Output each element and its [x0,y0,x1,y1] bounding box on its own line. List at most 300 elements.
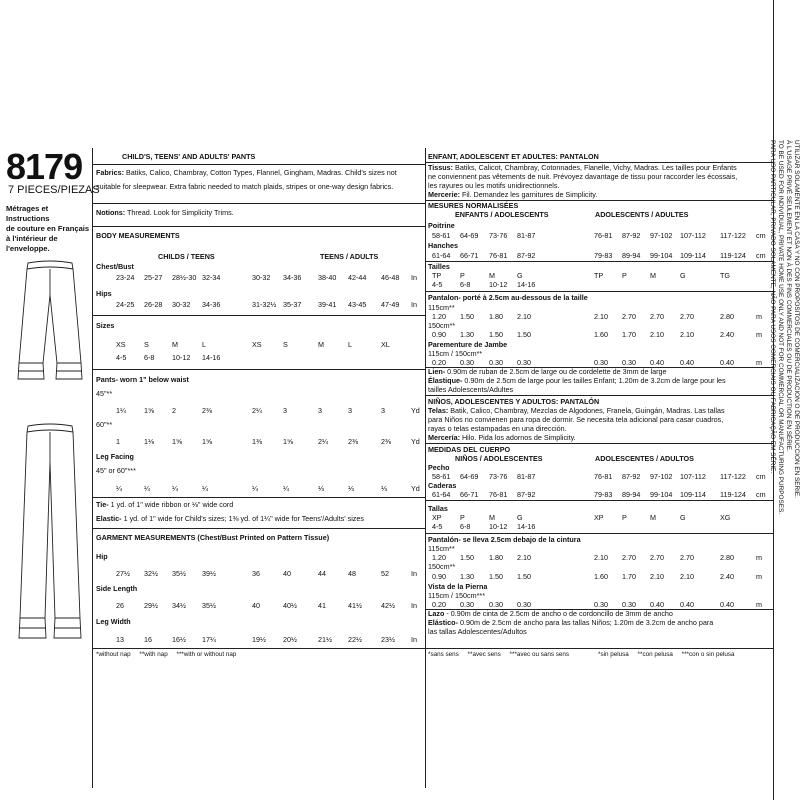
table-cell: 36 [252,569,260,578]
telas-line-2: para Niños no convienen para ropa de dormir. Se necesita tela adicional para casar cuadros, [428,415,724,424]
table-cell: 0.90 [432,572,446,581]
table-cell: 99-104 [650,251,673,260]
table-cell: 6-8 [460,522,471,531]
rule [425,500,773,501]
table-cell: 44 [318,569,326,578]
table-cell: P [460,513,465,522]
table-cell: S [283,340,288,349]
table-cell: M [172,340,178,349]
table-cell: 24-25 [116,300,135,309]
pecho-label: Pecho [428,463,450,472]
notions-line: Notions: Thread. Look for Simplicity Trims. [96,208,234,217]
table-cell: 89-94 [622,490,641,499]
table-cell: 48 [348,569,356,578]
table-cell: 117-122 [720,231,746,240]
fabrics-line-2: suitable for sleepwear. Extra fabric needed to match plaids, stripes or one-way design fabrics. [96,182,394,191]
french-title: ENFANT, ADOLESCENT ET ADULTES: PANTALON [428,152,599,161]
table-cell: 42½ [381,601,395,610]
rule [425,533,773,534]
table-cell: 1.50 [489,330,503,339]
table-cell: 17¼ [202,635,216,644]
table-cell: 1.50 [517,330,531,339]
table-cell: P [622,513,627,522]
ninos-ado-heading: NIÑOS / ADOLESCENTES [455,454,543,463]
table-cell: 16½ [172,635,186,644]
table-cell: 34-36 [283,273,302,282]
table-cell: 1⅝ [283,437,293,446]
garment-measurements-heading: GARMENT MEASUREMENTS (Chest/Bust Printed on Pattern Tissue) [96,533,330,542]
table-cell: 2⅜ [381,437,391,446]
table-cell: 2.70 [622,553,636,562]
english-footnote: *without nap **with nap ***with or without nap [96,651,237,658]
lazo-line: Lazo - 0.90m de cinta de 2.5cm de ancho o de cordoncillo de 3mm de ancho [428,609,673,618]
table-cell: 29½ [144,601,158,610]
table-cell: In [411,273,417,282]
table-cell: 66-71 [460,490,479,499]
leg-facing-label: Leg Facing [96,452,134,461]
table-cell: 119-124 [720,251,746,260]
table-cell: M [650,271,656,280]
table-cell: 2.10 [680,572,694,581]
rule [92,226,425,227]
table-cell: 107-112 [680,231,706,240]
table-cell: 66-71 [460,251,479,260]
table-cell: 81-87 [517,231,536,240]
table-cell: 87-92 [622,472,641,481]
table-cell: 35½ [172,569,186,578]
side-length-label: Side Length [96,584,138,593]
table-cell: 76-81 [594,231,613,240]
table-cell: 3 [348,406,352,415]
french-note: Métrages et Instructions de couture en Français à l'intérieur de l'enveloppe. [6,204,90,253]
table-cell: 23-24 [116,273,135,282]
table-cell: 1.70 [622,330,636,339]
table-cell: 6-8 [144,353,155,362]
table-cell: P [622,271,627,280]
table-cell: 21½ [318,635,332,644]
mercerie-line: Mercerie: Fil. Demandez les garnitures de Simplicity. [428,190,598,199]
table-cell: TP [432,271,442,280]
table-cell: 10-12 [172,353,191,362]
table-cell: 2⅜ [348,437,358,446]
table-cell: m [756,312,762,321]
rule [92,164,425,165]
table-cell: 109-114 [680,251,706,260]
table-cell: m [756,330,762,339]
table-cell: 0.40 [680,600,694,609]
table-cell: 61-64 [432,251,451,260]
table-cell: 1.20 [432,553,446,562]
table-cell: 0.30 [460,600,474,609]
vista-label: Vista de la Pierna [428,582,488,591]
rule [425,443,773,444]
table-cell: XP [432,513,442,522]
table-cell: m [756,358,762,367]
table-cell: ⅓ [348,484,354,493]
telas-line-3: rayas o telas estampadas en una dirección. [428,424,567,433]
table-cell: 38-40 [318,273,337,282]
rule [92,369,425,370]
table-cell: 1⅝ [172,437,182,446]
table-cell: 28½-30 [172,273,197,282]
table-cell: 40½ [283,601,297,610]
table-cell: 1.50 [517,572,531,581]
table-cell: 1.50 [460,312,474,321]
table-cell: 1⅝ [144,406,154,415]
parementure-label: Parementure de Jambe [428,340,508,349]
table-cell: 99-104 [650,490,673,499]
table-cell: ¼ [116,484,122,493]
hip-label: Hip [96,552,108,561]
table-cell: ¼ [144,484,150,493]
table-cell: 81-87 [517,472,536,481]
table-cell: 14-16 [517,522,536,531]
table-cell: 2.40 [720,572,734,581]
table-cell: 4-5 [432,522,443,531]
table-cell: 1.70 [622,572,636,581]
table-cell: 2.40 [720,330,734,339]
table-cell: 10-12 [489,280,508,289]
english-title: CHILD'S, TEENS' AND ADULTS' PANTS [122,152,256,161]
elastico-line-2: las tallas Adolescentes/Adultos [428,627,527,636]
table-cell: 0.90 [432,330,446,339]
table-cell: XS [252,340,262,349]
table-cell: 0.20 [432,600,446,609]
table-cell: 0.30 [594,358,608,367]
table-cell: 1.50 [460,553,474,562]
table-cell: M [489,513,495,522]
table-cell: 0.30 [594,600,608,609]
table-cell: 1 [116,437,120,446]
fr-115-label: 115cm** [428,303,455,312]
table-cell: Yd [411,406,420,415]
usage-notice-pt: PARA USO PARTICULAR, PRIVADO SOLAMENTE, NÃO PARA USOS COMERCIAIS OU FABRICAÇÃO EM SÉRIE. [769,140,776,474]
table-cell: 97-102 [650,231,673,240]
hanches-label: Hanches [428,241,458,250]
table-cell: 41½ [348,601,362,610]
es-150-label: 150cm** [428,562,456,571]
french-footnote: *sans sens **avec sens ***avec ou sans sens [428,651,570,658]
rule [92,497,425,498]
table-cell: 4-5 [432,280,443,289]
table-cell: In [411,635,417,644]
table-cell: m [756,600,762,609]
table-cell: m [756,572,762,581]
tissus-line-3: les rayures ou les motifs unidirectionnels. [428,181,560,190]
table-cell: 1.20 [432,312,446,321]
fr-150-label: 150cm** [428,321,456,330]
elastique-line-1: Élastique- 0.90m de 2.5cm de large pour les tailles Enfant; 1.20m de 3.2cm de large pour les [428,376,726,385]
table-cell: 119-124 [720,490,746,499]
chest-bust-label: Chest/Bust [96,262,134,271]
merceria-line: Mercería: Hilo. Pida los adornos de Simplicity. [428,433,576,442]
table-cell: 2.10 [680,330,694,339]
width-60-label: 60"** [96,420,113,429]
table-cell: 43-45 [348,300,367,309]
table-cell: 1.80 [489,312,503,321]
table-cell: ¼ [252,484,258,493]
table-cell: P [460,271,465,280]
table-cell: 30-32 [252,273,271,282]
table-cell: 2.70 [680,553,694,562]
table-cell: 26 [116,601,124,610]
table-cell: 0.30 [517,600,531,609]
table-cell: 1.50 [489,572,503,581]
width-45-label: 45"** [96,389,113,398]
table-cell: 2¼ [252,406,262,415]
rule [92,648,425,649]
fabrics-line-1: Fabrics: Batiks, Calico, Chambray, Cotton Types, Flannel, Gingham, Madras. Child's sizes not [96,168,397,177]
table-cell: 31-32½ [252,300,277,309]
table-cell: 2.70 [650,553,664,562]
table-cell: 32½ [144,569,158,578]
table-cell: 34-36 [202,300,221,309]
table-cell: 27½ [116,569,130,578]
tie-line: Tie- 1 yd. of 1" wide ribbon or ⅛" wide cord [96,500,234,509]
table-cell: 4-5 [116,353,127,362]
table-cell: 97-102 [650,472,673,481]
table-cell: 1⅝ [202,437,212,446]
table-cell: 2.70 [680,312,694,321]
table-cell: 0.40 [720,358,734,367]
fr-115-150-label: 115cm / 150cm** [428,349,483,358]
teens-adults-heading: TEENS / ADULTS [320,252,379,261]
table-cell: 20½ [283,635,297,644]
telas-line-1: Telas: Batik, Calico, Chambray, Mezclas de Algodones, Franela, Guingán, Madras. Las tallas [428,406,725,415]
table-cell: ⅓ [318,484,324,493]
usage-notice-fr: À L'USAGE PRIVÉ SEULEMENT ET NON À DES FINS COMMERCIALES OU DE PRODUCTION EN SÉRIE. [785,140,792,452]
table-cell: 0.40 [720,600,734,609]
width-45-60-label: 45" or 60"*** [96,466,136,475]
table-cell: 40 [283,569,291,578]
table-cell: 47-49 [381,300,400,309]
table-cell: 10-12 [489,522,508,531]
table-cell: 6-8 [460,280,471,289]
table-cell: G [517,271,523,280]
table-cell: m [756,553,762,562]
table-cell: 1.30 [460,330,474,339]
table-cell: In [411,569,417,578]
table-cell: 0.40 [650,358,664,367]
table-cell: 0.30 [622,600,636,609]
table-cell: 14-16 [517,280,536,289]
table-cell: 46-48 [381,273,400,282]
table-cell: ¼ [283,484,289,493]
elastico-line-1: Elástico- 0.90m de 2.5cm de ancho para las tallas Niños; 1.20m de 3.2cm de ancho para [428,618,714,627]
table-cell: 76-81 [594,472,613,481]
tailles-label: Tailles [428,262,450,271]
leg-width-label: Leg Width [96,617,131,626]
table-cell: XL [381,340,390,349]
es-115-label: 115cm** [428,544,455,553]
table-cell: 39½ [202,569,216,578]
elastic-line: Elastic- 1 yd. of 1" wide for Child's sizes; 1⅜ yd. of 1¼" wide for Teens'/Adults' sizes [96,514,364,523]
shorts-pants-drawing [15,255,85,425]
poitrine-label: Poitrine [428,221,455,230]
table-cell: XG [720,513,731,522]
table-cell: 42-44 [348,273,367,282]
childs-teens-heading: CHILDS / TEENS [158,252,215,261]
pieces-label: 7 PIECES/PIEZAS [8,184,100,196]
table-cell: 19½ [252,635,266,644]
table-cell: TG [720,271,730,280]
table-cell: 1.60 [594,330,608,339]
table-cell: 3 [283,406,287,415]
lien-line: Lien- 0.90m de ruban de 2.5cm de large ou de cordelette de 3mm de large [428,367,667,376]
table-cell: M [318,340,324,349]
rule [92,528,425,529]
table-cell: 2.10 [650,572,664,581]
caderas-label: Caderas [428,481,457,490]
table-cell: 64-69 [460,231,479,240]
table-cell: 109-114 [680,490,706,499]
table-cell: 2.70 [650,312,664,321]
rule [425,261,773,262]
table-cell: 79-83 [594,490,613,499]
table-cell: 58-61 [432,231,451,240]
body-measurements-heading: BODY MEASUREMENTS [96,231,180,240]
table-cell: M [489,271,495,280]
table-cell: 73-76 [489,472,508,481]
enfants-ado-heading: ENFANTS / ADOLESCENTS [455,210,549,219]
table-cell: 0.30 [460,358,474,367]
table-cell: 0.30 [622,358,636,367]
table-cell: 26-28 [144,300,163,309]
table-cell: cm [756,472,766,481]
table-cell: 3 [318,406,322,415]
rule [425,648,773,649]
long-pants-drawing [15,418,85,648]
table-cell: In [411,300,417,309]
table-cell: 87-92 [622,231,641,240]
table-cell: 76-81 [489,490,508,499]
table-cell: 30-32 [172,300,191,309]
table-cell: 1.30 [460,572,474,581]
table-cell: 14-16 [202,353,221,362]
table-cell: 2 [172,406,176,415]
rule [92,203,425,204]
divider-left [92,148,93,788]
table-cell: 64-69 [460,472,479,481]
table-cell: ¼ [172,484,178,493]
usage-notice-en: TO BE USED FOR INDIVIDUAL, PRIVATE HOME USE ONLY AND NOT FOR COMMERCIAL OR MANUFACTURING PURPOSES. [777,140,784,515]
table-cell: G [517,513,523,522]
table-cell: 0.40 [650,600,664,609]
tallas-label: Tallas [428,504,448,513]
table-cell: 1¼ [116,406,126,415]
table-cell: 39-41 [318,300,337,309]
table-cell: 2¼ [318,437,328,446]
table-cell: 0.30 [489,358,503,367]
table-cell: XP [594,513,604,522]
table-cell: 22½ [348,635,362,644]
table-cell: 35½ [202,601,216,610]
spanish-footnote: *sin pelusa **con pelusa ***con o sin pelusa [598,651,735,658]
ado-adultos-heading: ADOLESCENTES / ADULTOS [595,454,694,463]
table-cell: 13 [116,635,124,644]
pantalon-es-label: Pantalón- se lleva 2.5cm debajo de la cintura [428,535,581,544]
rule [425,395,773,396]
table-cell: 1⅜ [252,437,262,446]
table-cell: 1.60 [594,572,608,581]
table-cell: S [144,340,149,349]
table-cell: L [202,340,206,349]
table-cell: Yd [411,484,420,493]
table-cell: 16 [144,635,152,644]
table-cell: M [650,513,656,522]
pattern-number: 8179 [6,146,83,187]
table-cell: 87-92 [517,251,536,260]
table-cell: 73-76 [489,231,508,240]
usage-notice-es: UTILIZAR SOLAMENTE EN LA CASA Y NO CON PROPÓSITOS DE COMERCIALIZACIÓN O DE PRODUCCIÓN EN SERIE. [793,140,800,498]
pants-label: Pants- worn 1" below waist [96,375,189,384]
table-cell: G [680,513,686,522]
table-cell: 61-64 [432,490,451,499]
ado-adultes-heading: ADOLESCENTS / ADULTES [595,210,689,219]
sizes-label: Sizes [96,321,115,330]
table-cell: 35-37 [283,300,302,309]
table-cell: 89-94 [622,251,641,260]
table-cell: 2.80 [720,312,734,321]
table-cell: 2.10 [594,553,608,562]
tissus-line-2: ne conviennent pas vêtements de nuit. Prévoyez davantage de tissu pour raccorder les écossais, [428,172,738,181]
table-cell: 0.20 [432,358,446,367]
table-cell: 2.10 [594,312,608,321]
table-cell: ¼ [202,484,208,493]
table-cell: 1⅛ [144,437,154,446]
table-cell: 2.10 [517,553,531,562]
table-cell: 0.30 [517,358,531,367]
table-cell: 79-83 [594,251,613,260]
table-cell: 1.80 [489,553,503,562]
table-cell: 32-34 [202,273,221,282]
table-cell: TP [594,271,604,280]
table-cell: 2.10 [517,312,531,321]
tissus-line-1: Tissus: Batiks, Calicot, Chambray, Cotonnades, Flanelle, Vichy, Madras. Les tailles pour Enfants [428,163,737,172]
mesures-heading: MESURES NORMALISÉES [428,201,519,210]
rule [425,291,773,292]
pantalon-fr-label: Pantalon- porté à 2.5cm au-dessous de la taille [428,293,588,302]
table-cell: 2.10 [650,330,664,339]
spanish-title: NIÑOS, ADOLESCENTES Y ADULTOS: PANTALÓN [428,397,600,406]
table-cell: 2.70 [622,312,636,321]
table-cell: 2.80 [720,553,734,562]
table-cell: 40 [252,601,260,610]
table-cell: cm [756,251,766,260]
table-cell: 76-81 [489,251,508,260]
table-cell: 58-61 [432,472,451,481]
rule [92,315,425,316]
table-cell: ⅓ [381,484,387,493]
table-cell: cm [756,231,766,240]
table-cell: 87-92 [517,490,536,499]
table-cell: 117-122 [720,472,746,481]
table-cell: cm [756,490,766,499]
table-cell: XS [116,340,126,349]
table-cell: L [348,340,352,349]
table-cell: 3 [381,406,385,415]
elastique-line-2: tailles Adolescents/Adultes [428,385,514,394]
es-115-150-label: 115cm / 150cm*** [428,591,485,600]
table-cell: 0.30 [489,600,503,609]
divider-middle [425,148,426,788]
hips-label: Hips [96,289,112,298]
table-cell: G [680,271,686,280]
table-cell: 52 [381,569,389,578]
medidas-heading: MEDIDAS DEL CUERPO [428,445,511,454]
table-cell: 23½ [381,635,395,644]
table-cell: 0.40 [680,358,694,367]
